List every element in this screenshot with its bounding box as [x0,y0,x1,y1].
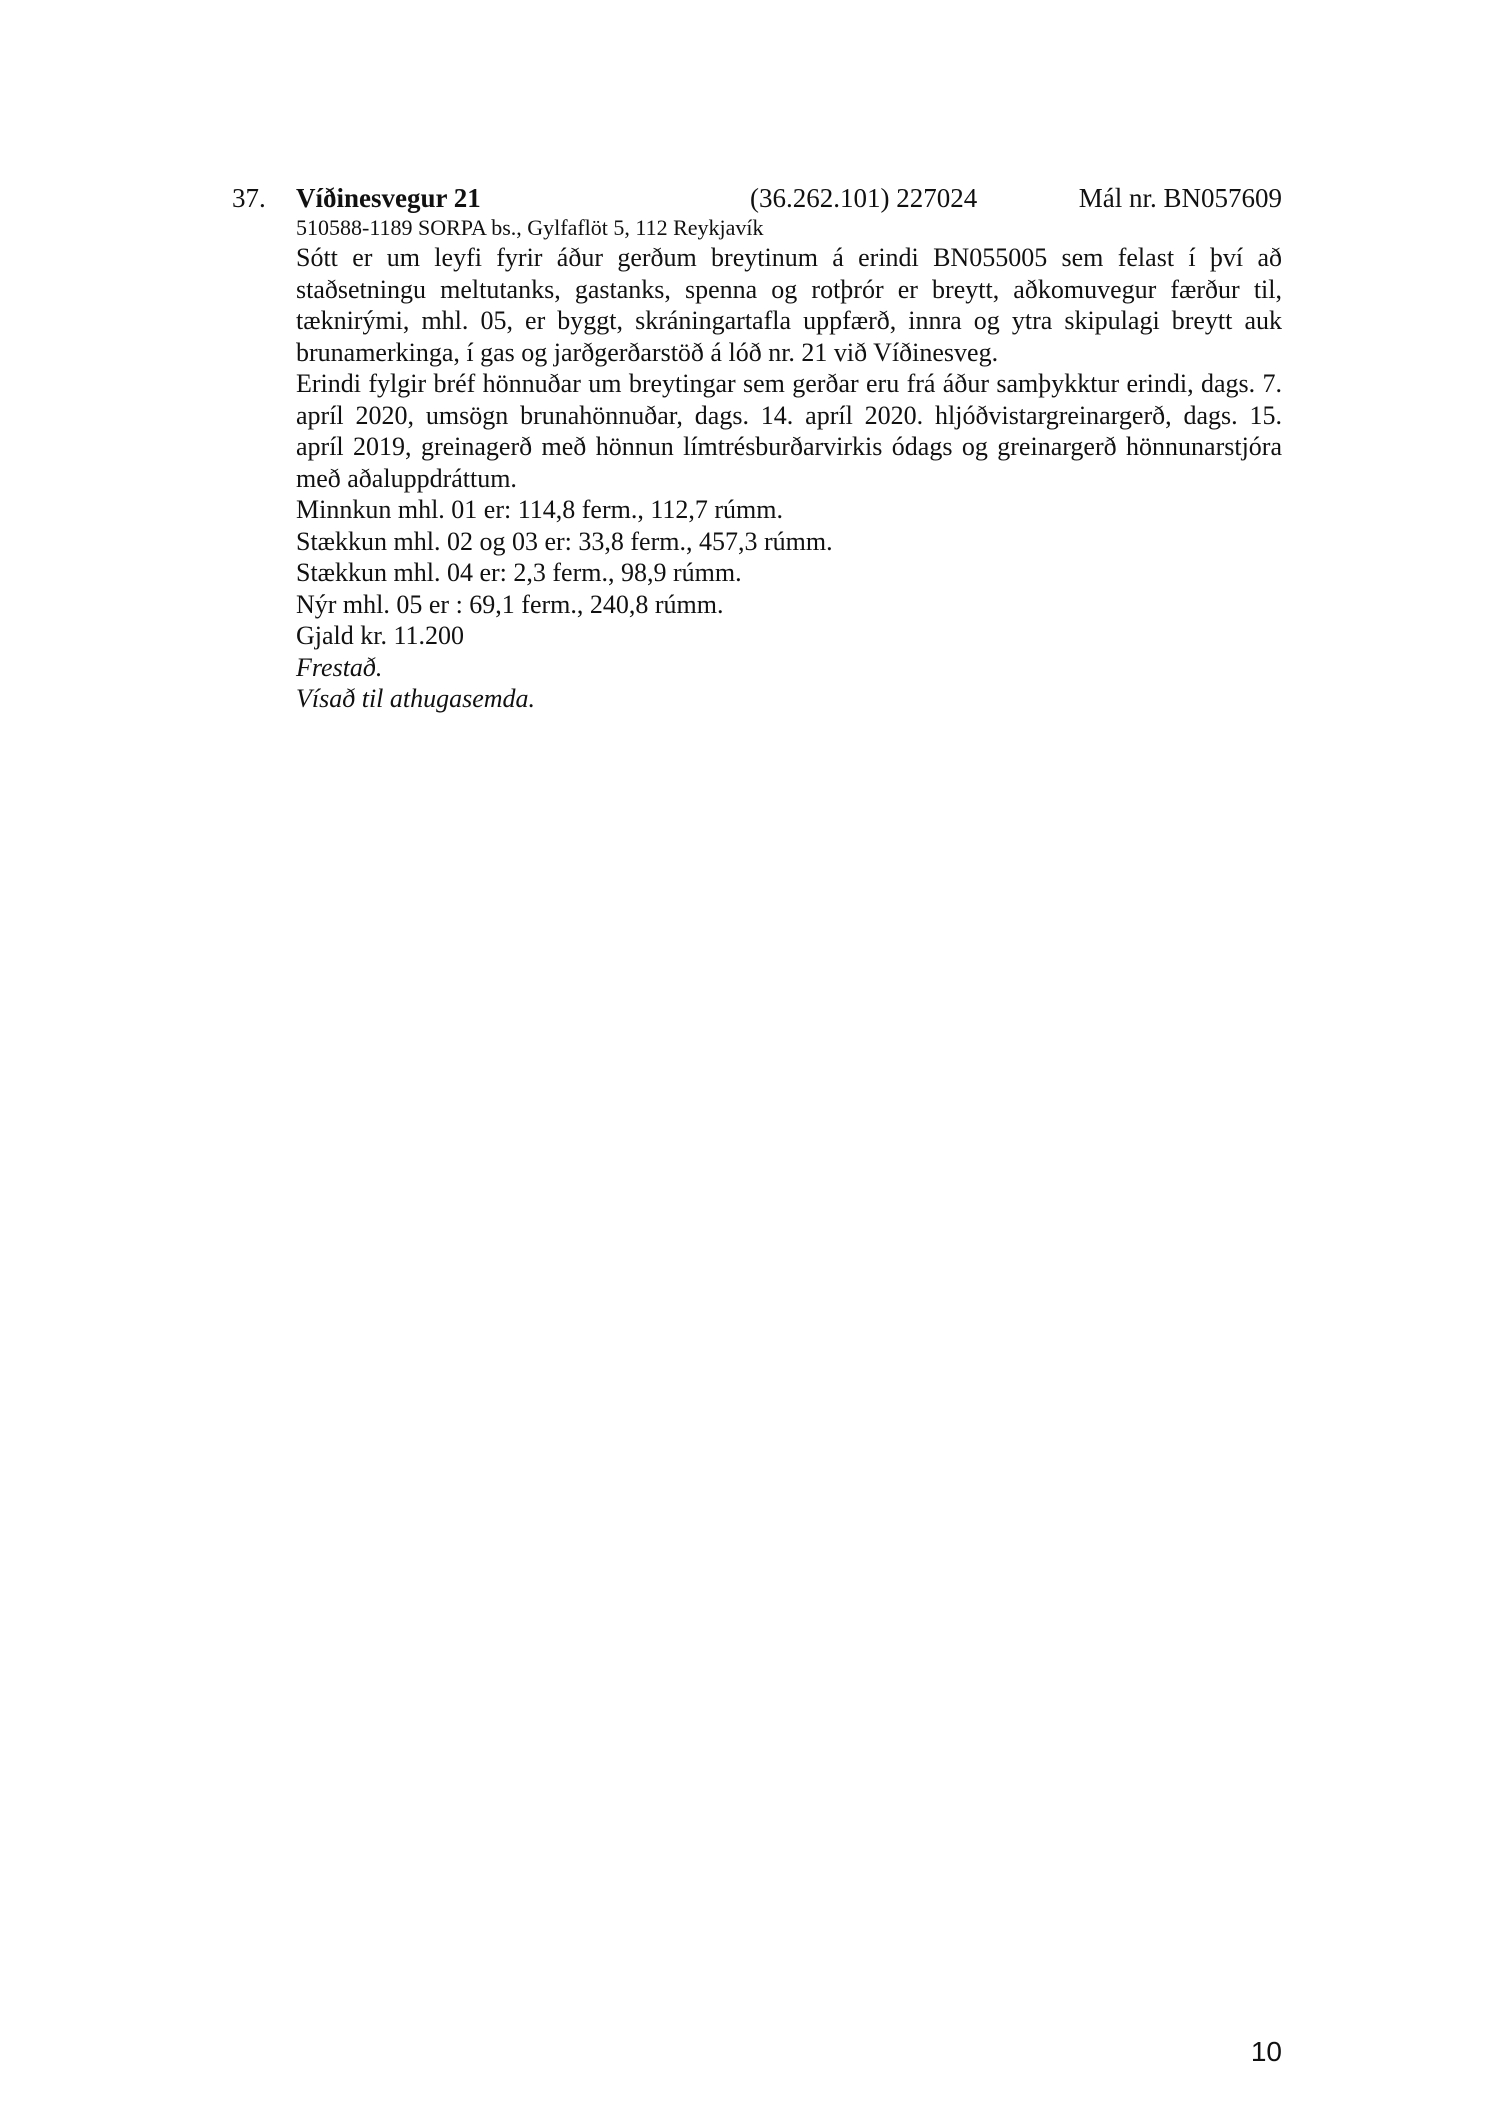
measurement-line: Stækkun mhl. 04 er: 2,3 ferm., 98,9 rúmm. [296,558,742,587]
lot-reference: (36.262.101) 227024 [750,183,978,213]
decision-line: Frestað. [296,652,383,682]
applicant: 510588-1189 SORPA bs., Gylfaflöt 5, 112 Reykjavík [296,215,764,240]
measurement-line: Stækkun mhl. 02 og 03 er: 33,8 ferm., 457,3 rúmm. [296,526,833,556]
measurement-line: Nýr mhl. 05 er : 69,1 ferm., 240,8 rúmm. [296,589,724,619]
item-body [296,214,1282,715]
measurement-line: Minnkun mhl. 01 er: 114,8 ferm., 112,7 rúmm. [296,495,783,524]
case-number: Mál nr. BN057609 [1078,183,1282,213]
description-paragraph: Sótt er um leyfi fyrir áður gerðum breytinum á erindi BN055005 sem felast í því að staðsetningu meltutanks, gastanks, spenna og rotþrór er breytt, aðkomuvegur færður til, tæknirými, mhl. 05, er byggt, skráningartafla uppfærð, innra og ytra skipulagi breytt auk brunamerkinga, í gas og jarðgerðarstöð á lóð nr. 21 við Víðinesveg. [296,243,1282,367]
page-number: 10 [1250,2036,1282,2067]
item-header [232,180,1282,216]
fee-line: Gjald kr. 11.200 [296,621,465,650]
decision-line: Vísað til athugasemda. [296,684,536,713]
item-number: 37. [232,183,266,213]
item-address: Víðinesvegur 21 [296,183,481,213]
attachments-paragraph: Erindi fylgir bréf hönnuðar um breytingar sem gerðar eru frá áður samþykktur erindi, dags. 7. apríl 2020, umsögn brunahönnuðar, dags. 14. apríl 2020. hljóðvistargreinargerð, dags. 15. apríl 2019, greinagerð með hönnun límtrésburðarvirkis ódags og greinargerð hönnunarstjóra með aðaluppdráttum. [296,369,1282,493]
agenda-item [232,180,1282,715]
